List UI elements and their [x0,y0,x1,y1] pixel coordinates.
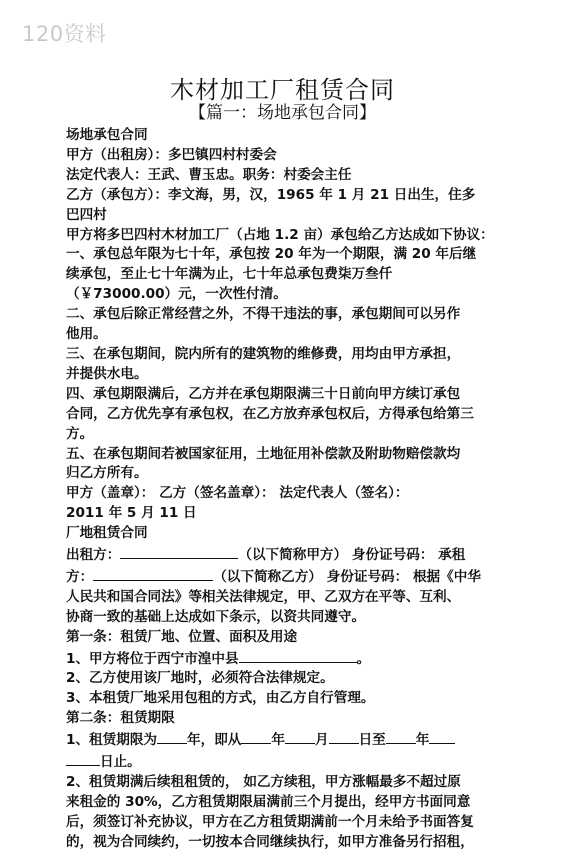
text-segment: 年，即从 [187,732,242,749]
text-line: （￥73000.00）元，一次性付清。 [66,286,287,303]
fill-blank [239,648,357,663]
text-line: 的，视为合同续约，一切按本合同继续执行，如甲方准备另行招租， [66,833,474,850]
fill-blank [241,729,271,744]
fill-blank [329,729,359,744]
text-line: 五、在承包期间若被国家征用，土地征用补偿款及附助物赔偿款均 [66,445,461,462]
signature-line: 甲方（盖章）： 乙方（签名盖章）： 法定代表人（签名）： [66,485,409,502]
text-line: 协商一致的基础上达成如下条示，以资共同遵守。 [66,608,366,625]
text-line: 场地承包合同 [66,127,148,143]
text-line: 甲方将多巴四村木材加工厂（占地 1.2 亩）承包给乙方达成如下协议： [66,226,494,243]
text-line: 来租金的 30%，乙方租赁期限届满前三个月提出，经甲方书面同意 [66,793,471,810]
fill-blank [386,729,416,744]
fill-blank [93,566,213,581]
text-segment: 1、租赁期限为 [66,732,158,749]
text-segment: 年 [271,732,285,749]
text-line: 人民共和国合同法》等相关法律规定，甲、乙双方在平等、互利、 [66,588,461,605]
text-segment: 出租方： [66,547,121,564]
document-body [66,126,502,853]
text-segment: 日至 [358,732,386,749]
text-line: 第一条：租赁厂地、位置、面积及用途 [66,628,298,645]
text-line: 归乙方所有。 [66,465,148,482]
text-line [66,648,502,670]
text-line: 续承包，至止七十年满为止，七十年总承包费柒万叁仟 [66,266,393,283]
text-segment: 月 [315,732,329,749]
text-segment: 年 [415,732,430,749]
text-line: 2、乙方使用该厂地时，必须符合法律规定。 [66,670,334,687]
text-line: 方。 [66,425,94,442]
text-line: 乙方（承包方）：李文海，男，汉，1965 年 1 月 21 日出生，住多 [66,186,476,203]
text-segment: （以下简称甲方） 身份证号码： 承租 [238,547,466,564]
text-line: 合同，乙方优先享有承包权，在乙方放弃承包权后，方得承包给第三 [66,405,474,422]
fill-blank [429,729,455,744]
document-subtitle: 【篇一：场地承包合同】 [189,103,376,123]
fill-blank [157,729,187,744]
date-line: 2011 年 5 月 11 日 [66,505,197,522]
text-line [66,751,502,773]
fill-blank [120,544,238,559]
text-line: 他用。 [66,326,107,343]
document-title: 木材加工厂租赁合同 [170,76,395,104]
watermark: 120资料 [22,22,107,46]
text-segment: 方： [66,568,94,585]
text-line: 后，须签订补充协议，甲方在乙方租赁期满前一个月未给予书面答复 [66,813,474,830]
text-line [66,544,502,566]
text-segment: 1、甲方将位于西宁市湟中县 [66,650,239,667]
text-line [66,729,502,751]
text-line: 法定代表人：王武、曹玉忠。职务：村委会主任 [66,166,352,183]
text-line: 一、承包总年限为七十年，承包按 20 年为一个期限，满 20 年后继 [66,246,477,263]
fill-blank [285,729,315,744]
text-line: 二、承包后除正常经营之外，不得干违法的事，承包期间可以另作 [66,306,461,323]
text-line: 甲方（出租房）：多巴镇四村村委会 [66,146,277,163]
section-title: 厂地租赁合同 [66,525,148,542]
text-segment: 。 [356,650,371,667]
text-line: 三、在承包期间，院内所有的建筑物的维修费，用均由甲方承担， [66,345,461,362]
fill-blank [66,751,100,766]
text-line: 四、承包期限满后，乙方并在承包期限满三十日前向甲方续订承包 [66,385,461,402]
text-line: 巴四村 [66,206,107,223]
text-segment: 日止。 [100,754,141,771]
section-title: 第二条：租赁期限 [66,710,175,727]
text-line [66,566,502,588]
text-line: 2、租赁期满后续租租赁的， 如乙方续租，甲方涨幅最多不超过原 [66,774,461,790]
text-line: 3、本租赁厂地采用包租的方式，由乙方自行管理。 [66,690,375,707]
text-segment: （以下简称乙方） 身份证号码： 根据《中华 [213,568,481,585]
text-line: 并提供水电。 [66,365,148,382]
